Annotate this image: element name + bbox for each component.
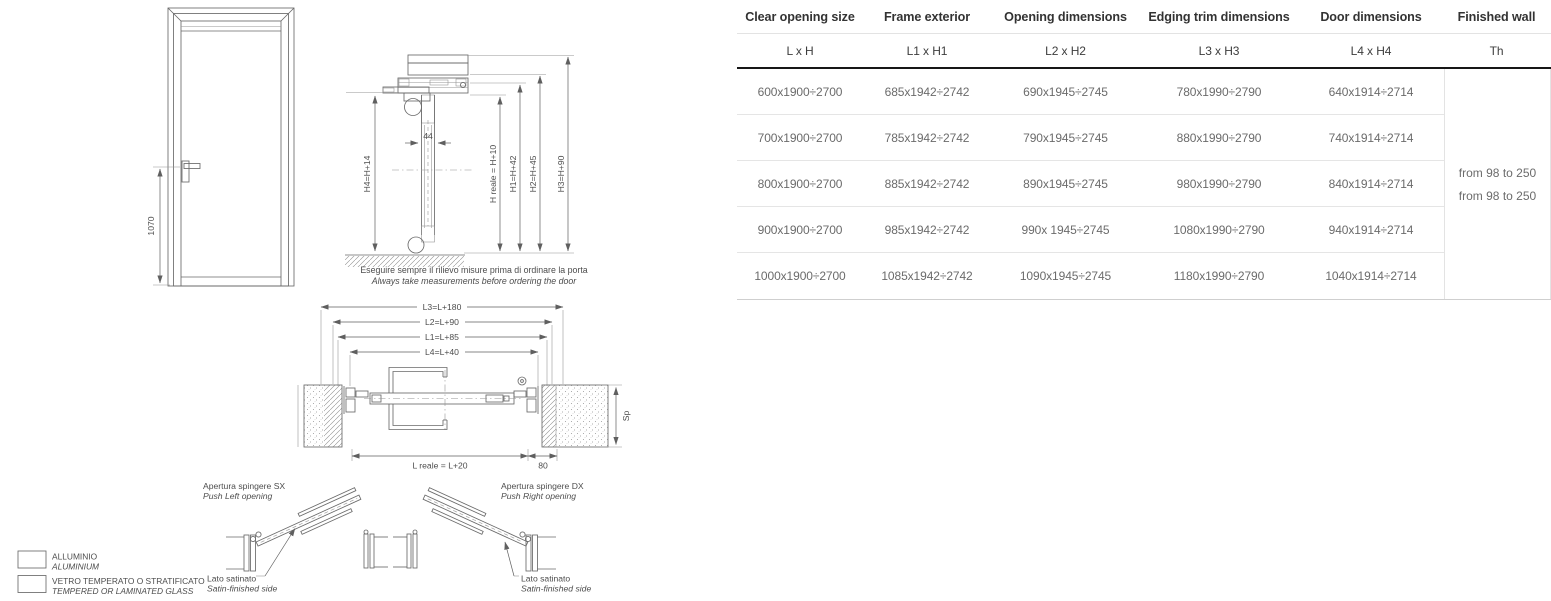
col-header-clear-opening: Clear opening size: [745, 9, 855, 24]
dim-label-h3: H3=H+90: [556, 155, 566, 193]
dim-label-80: 80: [538, 460, 548, 471]
finished-wall-cell: [1444, 69, 1551, 299]
table-cell: 800x1900÷2700: [737, 161, 863, 207]
table-cell: 700x1900÷2700: [737, 115, 863, 161]
col-header-opening-dimensions: Opening dimensions: [1004, 9, 1127, 24]
table-cell: 1180x1990÷2790: [1173, 269, 1265, 283]
hinge-jamb-profile: [344, 386, 368, 414]
legend-glass-en: TEMPERED OR LAMINATED GLASS: [52, 586, 194, 596]
aluminium-swatch: [18, 551, 46, 568]
col-subheader-lxh: L x H: [786, 43, 814, 58]
measure-note-it: Eseguire sempre il rilievo misure prima di ordinare la porta: [360, 265, 588, 275]
table-cell: 1000x1900÷2700: [754, 269, 846, 283]
satin-side-right-en: Satin-finished side: [521, 583, 592, 594]
col-header-door-dimensions: Door dimensions: [1320, 9, 1422, 24]
dim-label-h-reale: H reale = H+10: [488, 144, 498, 204]
table-cell: 885x1942÷2742: [863, 161, 991, 207]
lock-jamb-profile: [514, 377, 538, 414]
table-cell: 690x1945÷2745: [991, 69, 1140, 115]
glass-swatch: [18, 576, 46, 593]
push-left-label-en: Push Left opening: [203, 491, 273, 501]
dim-label-sp: Sp: [621, 410, 631, 422]
plan-section-drawing: [298, 302, 631, 471]
table-cell: 840x1914÷2714: [1298, 161, 1444, 207]
table-cell: 600x1900÷2700: [737, 69, 863, 115]
table-cell: 1040x1914÷2714: [1325, 269, 1417, 283]
table-cell: 790x1945÷2745: [991, 115, 1140, 161]
table-cell: 1085x1942÷2742: [881, 269, 973, 283]
table-cell: 940x1914÷2714: [1298, 207, 1444, 253]
dim-label-l4: L4=L+40: [425, 347, 459, 357]
push-right-diagram: [420, 481, 591, 594]
table-cell: 980x1990÷2790: [1140, 161, 1298, 207]
col-header-frame-exterior: Frame exterior: [883, 9, 971, 24]
table-cell: 900x1900÷2700: [737, 207, 863, 253]
measure-note-en: Always take measurements before ordering the door: [371, 276, 577, 286]
table-cell: 780x1990÷2790: [1140, 69, 1298, 115]
col-subheader-l2xh2: L2 x H2: [1045, 43, 1086, 58]
dim-label-l2: L2=L+90: [425, 317, 459, 327]
finished-wall-range-2: from 98 to 250: [1458, 188, 1537, 203]
table-cell: 785x1942÷2742: [863, 115, 991, 161]
table-cell: 890x1945÷2745: [991, 161, 1140, 207]
door-elevation-drawing: [146, 8, 294, 286]
col-header-finished-wall: Finished wall: [1457, 9, 1536, 24]
dim-label-l3: L3=L+180: [422, 302, 462, 312]
dim-label-44: 44: [423, 131, 433, 141]
materials-legend: [18, 551, 205, 596]
table-cell: 685x1942÷2742: [863, 69, 991, 115]
dim-label-1070: 1070: [146, 216, 156, 236]
push-right-label-en: Push Right opening: [501, 491, 577, 501]
table-cell: 880x1990÷2790: [1140, 115, 1298, 161]
table-cell: 640x1914÷2714: [1298, 69, 1444, 115]
closed-door-sections: [364, 530, 417, 568]
push-left-diagram: [203, 481, 364, 594]
dim-label-l-reale: L reale = L+20: [412, 460, 468, 471]
satin-side-right-it: Lato satinato: [521, 573, 571, 584]
table-cell: 990x 1945÷2745: [991, 207, 1140, 253]
push-right-label-it: Apertura spingere DX: [501, 481, 584, 491]
finished-wall-range-1: from 98 to 250: [1458, 165, 1537, 180]
legend-glass-it: VETRO TEMPERATO O STRATIFICATO: [52, 576, 205, 586]
dim-label-h2: H2=H+45: [528, 155, 538, 193]
technical-drawing: [0, 0, 737, 601]
vertical-section-drawing: [345, 55, 588, 286]
satin-side-left-it: Lato satinato: [207, 573, 257, 584]
legend-aluminium-it: ALLUMINIO: [52, 551, 98, 562]
table-body: [737, 69, 1551, 300]
col-subheader-th: Th: [1489, 43, 1504, 58]
table-cell: 740x1914÷2714: [1298, 115, 1444, 161]
legend-aluminium-en: ALUMINIUM: [52, 561, 99, 572]
dim-label-l1: L1=L+85: [425, 332, 459, 342]
dimensions-table: [737, 0, 1551, 300]
table-cell: 985x1942÷2742: [863, 207, 991, 253]
table-cell: 1090x1945÷2745: [1019, 269, 1112, 283]
col-subheader-l1xh1: L1 x H1: [906, 43, 948, 58]
col-subheader-l4xh4: L4 x H4: [1350, 43, 1392, 58]
col-subheader-l3xh3: L3 x H3: [1198, 43, 1240, 58]
satin-side-left-en: Satin-finished side: [207, 583, 278, 594]
dim-label-h1: H1=H+42: [508, 155, 518, 193]
col-header-edging-trim: Edging trim dimensions: [1148, 9, 1290, 24]
table-header-row: [737, 0, 1551, 34]
table-cell: 1080x1990÷2790: [1140, 207, 1298, 253]
door-handle: [182, 161, 200, 182]
push-left-label-it: Apertura spingere SX: [203, 481, 286, 491]
table-subheader-row: [737, 34, 1551, 69]
dim-label-h4: H4=H+14: [362, 155, 372, 193]
